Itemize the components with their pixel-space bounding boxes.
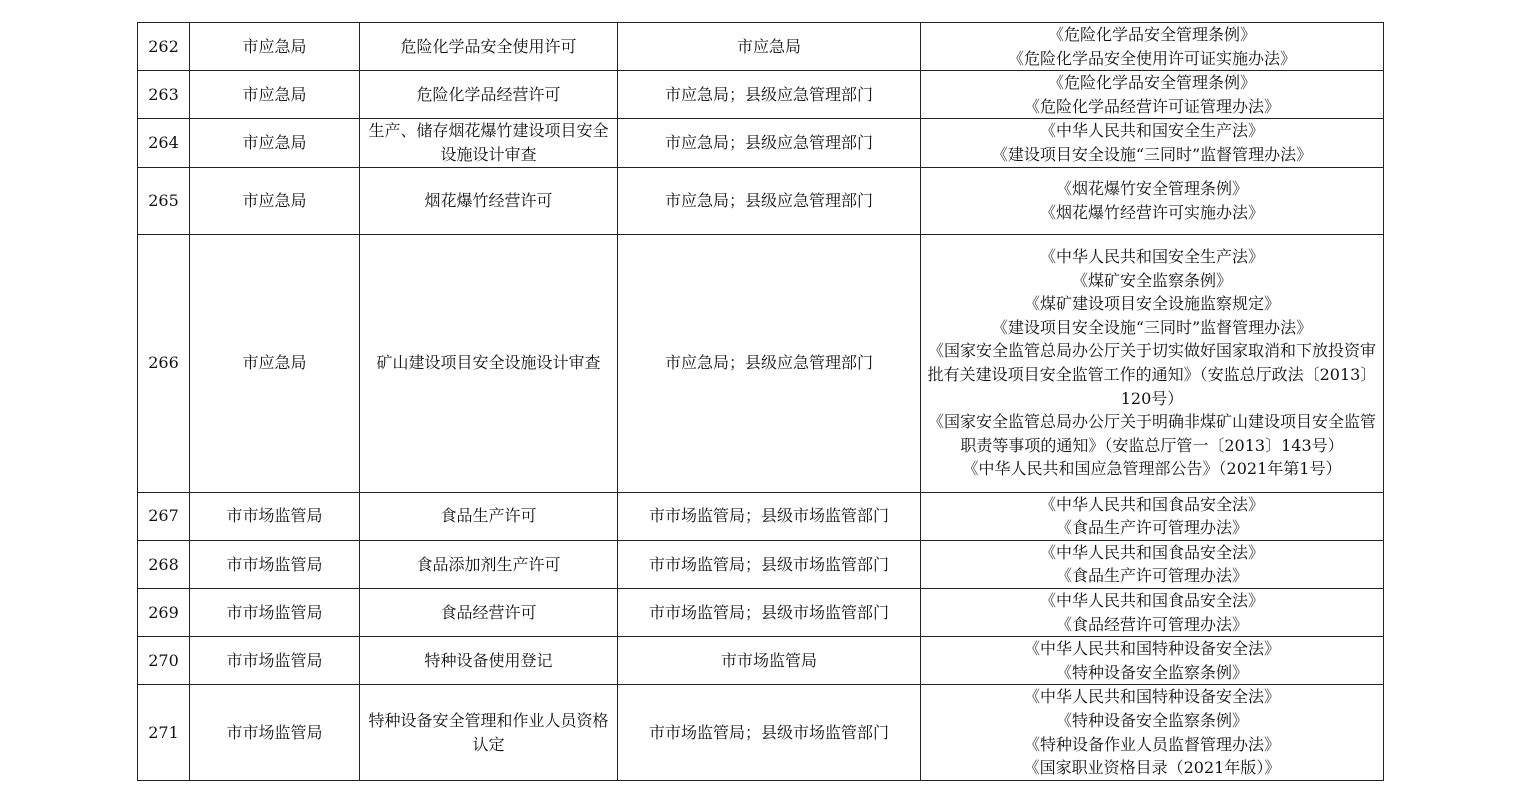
department: 市应急局	[190, 234, 360, 492]
item-name: 食品经营许可	[360, 588, 618, 636]
legal-basis-line: 《危险化学品安全使用许可证实施办法》	[1007, 48, 1296, 68]
implementing-agency: 市应急局；县级应急管理部门	[618, 167, 921, 234]
legal-basis-line: 《中华人民共和国安全生产法》	[1039, 121, 1264, 141]
legal-basis-line: 《食品生产许可管理办法》	[1055, 518, 1248, 538]
item-number: 266	[138, 234, 190, 492]
legal-basis-line: 《食品生产许可管理办法》	[1055, 566, 1248, 586]
department: 市市场监管局	[190, 685, 360, 780]
legal-basis	[921, 167, 1384, 234]
item-number: 270	[138, 637, 190, 685]
legal-basis-line: 《特种设备安全监察条例》	[1055, 662, 1248, 682]
item-name: 矿山建设项目安全设施设计审查	[360, 234, 618, 492]
legal-basis-line: 《烟花爆竹安全管理条例》	[1055, 178, 1248, 198]
item-name: 食品生产许可	[360, 492, 618, 540]
department: 市应急局	[190, 23, 360, 71]
legal-basis-line: 《危险化学品经营许可证管理办法》	[1023, 96, 1280, 116]
item-number: 265	[138, 167, 190, 234]
item-number: 267	[138, 492, 190, 540]
legal-basis-line: 《危险化学品安全管理条例》	[1047, 25, 1256, 44]
item-number: 263	[138, 71, 190, 119]
legal-basis-line: 《国家安全监管总局办公厅关于明确非煤矿山建设项目安全监管职责等事项的通知》（安监总厅管一〔2013〕143号）	[927, 412, 1376, 455]
table-row	[138, 71, 1384, 119]
legal-basis-line: 《建设项目安全设施“三同时”监督管理办法》	[991, 144, 1313, 164]
legal-basis	[921, 234, 1384, 492]
department: 市应急局	[190, 71, 360, 119]
department: 市应急局	[190, 119, 360, 167]
item-number: 268	[138, 540, 190, 588]
table-row	[138, 119, 1384, 167]
legal-basis-line: 《烟花爆竹经营许可实施办法》	[1039, 202, 1264, 222]
department: 市市场监管局	[190, 637, 360, 685]
legal-basis-line: 《中华人民共和国安全生产法》	[1039, 247, 1264, 267]
legal-basis-line: 《食品经营许可管理办法》	[1055, 614, 1248, 634]
table-row	[138, 588, 1384, 636]
item-name: 特种设备使用登记	[360, 637, 618, 685]
table-row	[138, 637, 1384, 685]
legal-basis	[921, 119, 1384, 167]
implementing-agency: 市应急局；县级应急管理部门	[618, 71, 921, 119]
implementing-agency: 市市场监管局；县级市场监管部门	[618, 685, 921, 780]
legal-basis	[921, 540, 1384, 588]
department: 市市场监管局	[190, 540, 360, 588]
implementing-agency: 市市场监管局	[618, 637, 921, 685]
legal-basis-line: 《建设项目安全设施“三同时”监督管理办法》	[991, 317, 1313, 337]
implementing-agency: 市市场监管局；县级市场监管部门	[618, 588, 921, 636]
legal-basis-line: 《中华人民共和国食品安全法》	[1039, 590, 1264, 610]
implementing-agency: 市应急局	[618, 23, 921, 71]
table-row	[138, 23, 1384, 71]
department: 市应急局	[190, 167, 360, 234]
legal-basis	[921, 637, 1384, 685]
item-name: 食品添加剂生产许可	[360, 540, 618, 588]
legal-basis-line: 《煤矿建设项目安全设施监察规定》	[1023, 294, 1280, 314]
item-name: 危险化学品安全使用许可	[360, 23, 618, 71]
department: 市市场监管局	[190, 588, 360, 636]
legal-basis-line: 《中华人民共和国特种设备安全法》	[1023, 639, 1280, 659]
legal-basis-line: 《中华人民共和国特种设备安全法》	[1023, 687, 1280, 707]
item-number: 262	[138, 23, 190, 71]
legal-basis-line: 《特种设备安全监察条例》	[1055, 710, 1248, 730]
legal-basis	[921, 685, 1384, 780]
table-row	[138, 234, 1384, 492]
item-number: 264	[138, 119, 190, 167]
legal-basis-line: 《煤矿安全监察条例》	[1071, 270, 1232, 290]
table-body	[138, 23, 1384, 781]
legal-basis-line: 《中华人民共和国应急管理部公告》（2021年第1号）	[962, 459, 1342, 479]
item-number: 271	[138, 685, 190, 780]
legal-basis-line: 《国家职业资格目录（2021年版）》	[1023, 758, 1281, 778]
legal-basis-line: 《中华人民共和国食品安全法》	[1039, 494, 1264, 514]
legal-basis	[921, 588, 1384, 636]
table-row	[138, 492, 1384, 540]
item-number: 269	[138, 588, 190, 636]
item-name: 生产、储存烟花爆竹建设项目安全设施设计审查	[360, 119, 618, 167]
licensing-items-table	[137, 22, 1384, 781]
implementing-agency: 市应急局；县级应急管理部门	[618, 234, 921, 492]
implementing-agency: 市市场监管局；县级市场监管部门	[618, 540, 921, 588]
item-name: 烟花爆竹经营许可	[360, 167, 618, 234]
item-name: 危险化学品经营许可	[360, 71, 618, 119]
legal-basis	[921, 492, 1384, 540]
legal-basis-line: 《国家安全监管总局办公厅关于切实做好国家取消和下放投资审批有关建设项目安全监管工作的通知》（安监总厅政法〔2013〕120号）	[927, 341, 1377, 408]
legal-basis	[921, 71, 1384, 119]
legal-basis-line: 《危险化学品安全管理条例》	[1047, 73, 1256, 93]
table-row	[138, 540, 1384, 588]
legal-basis-line: 《中华人民共和国食品安全法》	[1039, 542, 1264, 562]
department: 市市场监管局	[190, 492, 360, 540]
implementing-agency: 市市场监管局；县级市场监管部门	[618, 492, 921, 540]
table-row	[138, 685, 1384, 780]
legal-basis	[921, 23, 1384, 71]
item-name: 特种设备安全管理和作业人员资格认定	[360, 685, 618, 780]
implementing-agency: 市应急局；县级应急管理部门	[618, 119, 921, 167]
table-row	[138, 167, 1384, 234]
legal-basis-line: 《特种设备作业人员监督管理办法》	[1023, 734, 1280, 754]
